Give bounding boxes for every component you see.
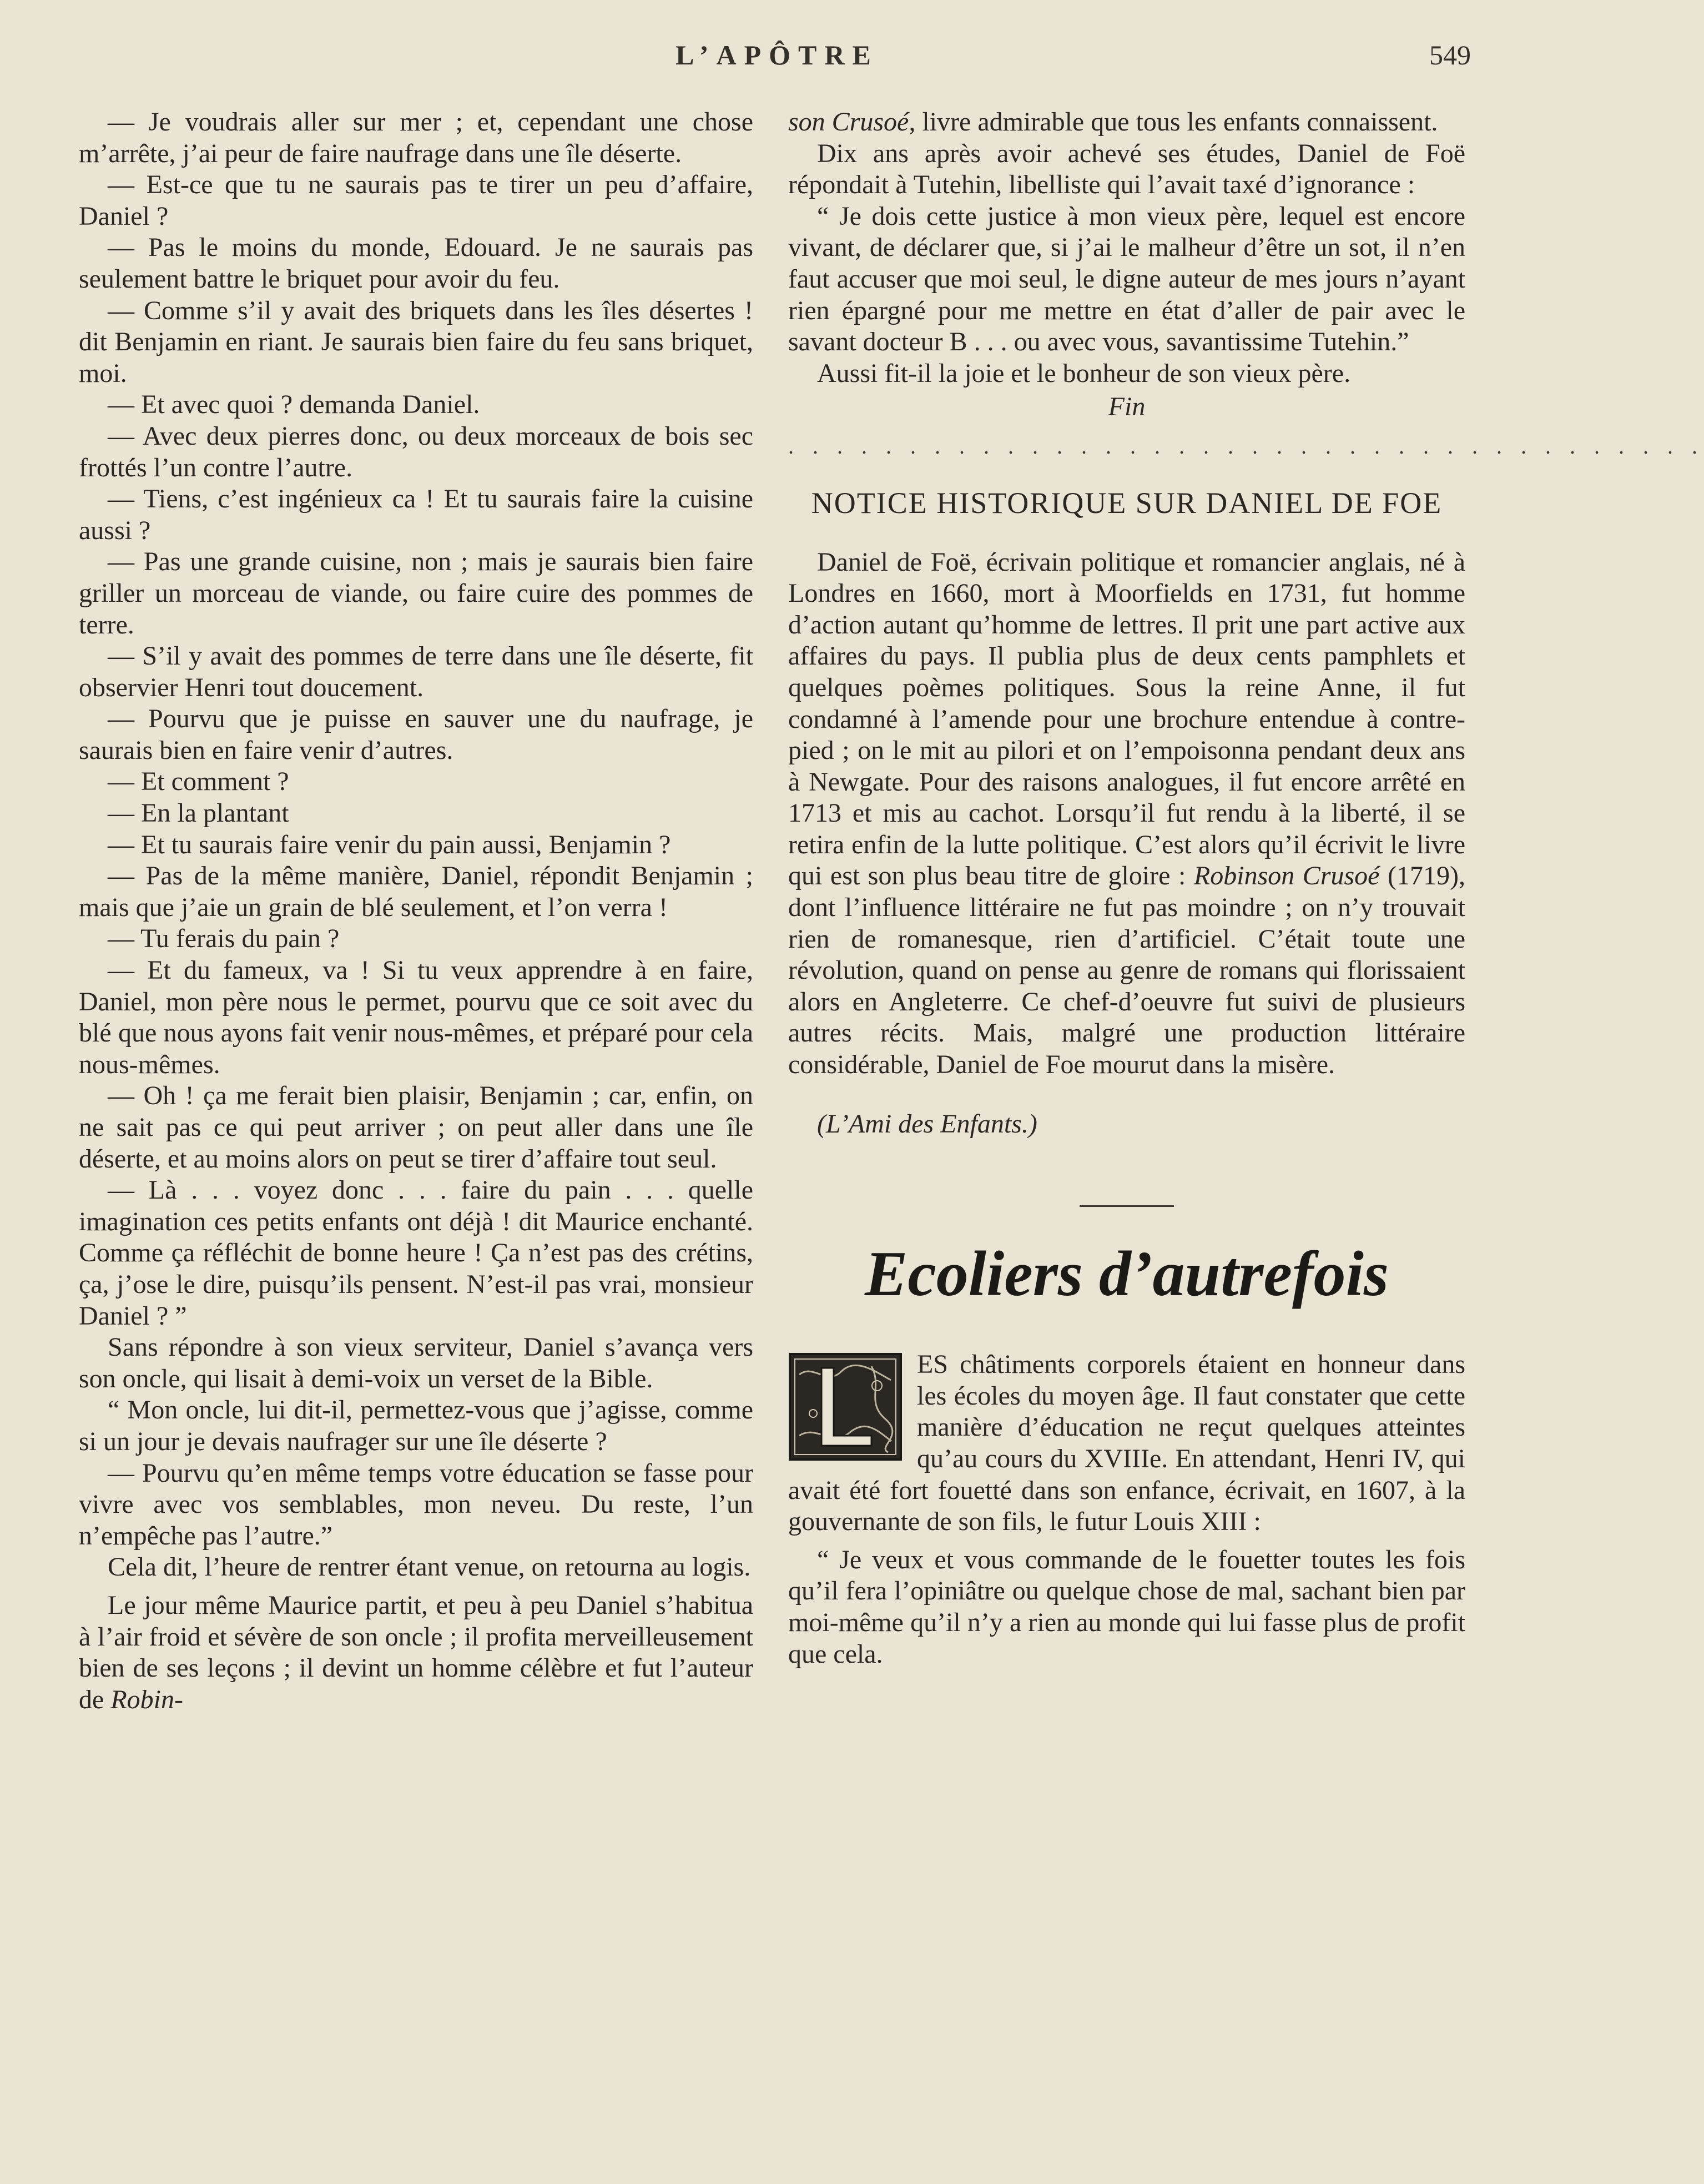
paragraph: “ Je veux et vous commande de le fouetter toutes les fois qu’il fera l’opiniâtre ou quelque chose de mal, sachant bien par moi-même qu’il n’y a rien au monde qui lui fasse plus de profit que cela.: [788, 1544, 1465, 1669]
dotted-separator: . . . . . . . . . . . . . . . . . . . . . . . . . . . . . . . . . . . . . .: [788, 433, 1704, 459]
paragraph-text: livre admirable que tous les enfants connaissent.: [915, 107, 1438, 137]
paragraph: [79, 1590, 753, 1715]
paragraph: ES châtiments corporels étaient en honneur dans les écoles du moyen âge. Il faut constater que cette manière d’éducation ne reçut quelques atteintes qu’au cours du XVIIIe. En attendant, Henri IV, qui avait été fort fouetté dans son enfance, écrivait, en 1607, à la gouvernante de son fils, le futur Louis XIII :: [788, 1350, 1465, 1537]
paragraph: — Là . . . voyez donc . . . faire du pain . . . quelle imagination ces petits enfants ont déjà ! dit Maurice enchanté. Comme ça réfléchit de bonne heure ! Ça n’est pas des crétins, ça, j’ose le dire, puisqu’ils pensent. N’est-il pas vrai, monsieur Daniel ? ”: [79, 1175, 753, 1331]
italic-text: Robin-: [110, 1684, 183, 1714]
paragraph: [788, 107, 1465, 138]
section-title: Ecoliers d’autrefois: [864, 1239, 1389, 1310]
paragraph: — Comme s’il y avait des briquets dans les îles désertes ! dit Benjamin en riant. Je saurais bien faire du feu sans briquet, moi.: [79, 295, 753, 388]
paragraph: — Et comment ?: [108, 767, 289, 797]
ecoliers-body: [788, 1349, 1465, 1670]
paragraph: Sans répondre à son vieux serviteur, Daniel s’avança vers son oncle, qui lisait à demi-voix un verset de la Bible.: [79, 1332, 753, 1393]
notice-paragraph: [788, 547, 1465, 1081]
paragraph: — S’il y avait des pommes de terre dans une île déserte, fit observier Henri tout doucement.: [79, 641, 753, 702]
paragraph: — En la plantant: [108, 798, 289, 828]
paragraph: “ Je dois cette justice à mon vieux père, lequel est encore vivant, de déclarer que, si j’ai le malheur d’être un sot, il n’en faut accuser que moi seul, le digne auteur de mes jours n’ayant rien épargné pour me mettre en état d’aller de pair avec le savant docteur B . . . ou avec vous, savantissime Tutehin.”: [788, 201, 1465, 357]
paragraph: — Et tu saurais faire venir du pain aussi, Benjamin ?: [108, 829, 671, 859]
fin-label: Fin: [1108, 392, 1146, 422]
paragraph: — Et du fameux, va ! Si tu veux apprendre à en faire, Daniel, mon père nous le permet, pourvu que ce soit avec du blé que nous ayons fait venir nous-mêmes, et préparé pour cela nous-mêmes.: [79, 955, 753, 1079]
paragraph: — Est-ce que tu ne saurais pas te tirer un peu d’affaire, Daniel ?: [79, 170, 753, 231]
paragraph-text: Le jour même Maurice partit, et peu à peu Daniel s’habitua à l’air froid et sévère de son oncle ; il profita merveilleusement bien de ses leçons ; il devint un homme célèbre et fut l’auteur de: [79, 1590, 753, 1714]
paragraph: “ Mon oncle, lui dit-il, permettez-vous que j’agisse, comme si un jour je devais naufrager sur une île déserte ?: [79, 1395, 753, 1456]
paragraph: — Et avec quoi ? demanda Daniel.: [108, 390, 480, 420]
paragraph: — Oh ! ça me ferait bien plaisir, Benjamin ; car, enfin, on ne sait pas ce qui peut arriver ; on peut aller dans une île déserte, et au moins alors on peut se tirer d’affaire tout seul.: [79, 1081, 753, 1174]
notice-title: NOTICE HISTORIQUE SUR DANIEL DE FOE: [811, 486, 1443, 520]
paragraph: — Pourvu que je puisse en sauver une du naufrage, je saurais bien en faire venir d’autres.: [79, 704, 753, 765]
paragraph: Dix ans après avoir achevé ses études, Daniel de Foë répondait à Tutehin, libelliste qui l’avait taxé d’ignorance :: [788, 138, 1465, 200]
paragraph: — Pas une grande cuisine, non ; mais je saurais bien faire griller un morceau de viande, ou faire cuire des pommes de terre.: [79, 547, 753, 640]
paragraph: — Pas de la même manière, Daniel, répondit Benjamin ; mais que j’aie un grain de blé seulement, et l’on verra !: [79, 861, 753, 922]
running-head: L’APÔTRE: [675, 39, 879, 71]
paragraph: Cela dit, l’heure de rentrer étant venue, on retourna au logis.: [108, 1552, 751, 1582]
right-column: [788, 107, 1704, 1670]
paragraph-text: (1719), dont l’influence littéraire ne fut pas moindre ; on n’y trouvait rien de romanesque, rien d’artificiel. C’était toute une révolution, quand on pense au genre de romans qui florissaient alors en Angleterre. Ce chef-d’oeuvre fut suivi de plusieurs autres récits. Mais, malgré une production littéraire considérable, Daniel de Foe mourut dans la misère.: [788, 861, 1466, 1080]
book-title: Robinson Crusoé: [1193, 861, 1380, 891]
paragraph: — Pourvu qu’en même temps votre éducation se fasse pour vivre avec vos semblables, mon neveu. Du reste, l’un n’empêche pas l’autre.”: [79, 1458, 753, 1551]
page-number: 549: [1429, 39, 1471, 71]
paragraph: — Pas le moins du monde, Edouard. Je ne saurais pas seulement battre le briquet pour avoir du feu.: [79, 233, 753, 294]
section-divider: [1080, 1205, 1174, 1207]
paragraph: — Tu ferais du pain ?: [108, 924, 340, 954]
paragraph: Aussi fit-il la joie et le bonheur de son vieux père.: [817, 358, 1351, 388]
paragraph: — Avec deux pierres donc, ou deux morceaux de bois sec frottés l’un contre l’autre.: [79, 421, 753, 482]
page-header: [83, 39, 1471, 72]
paragraph: — Tiens, c’est ingénieux ca ! Et tu saurais faire la cuisine aussi ?: [79, 484, 753, 545]
ornamental-dropcap-icon: [788, 1352, 903, 1461]
paragraph: — Je voudrais aller sur mer ; et, cependant une chose m’arrête, j’ai peur de faire naufrage dans une île déserte.: [79, 107, 753, 168]
paragraph-text: Daniel de Foë, écrivain politique et romancier anglais, né à Londres en 1660, mort à Moorfields en 1731, fut homme d’action autant qu’homme de lettres. Il prit une part active aux affaires du pays. Il publia plus de deux cents pamphlets et quelques poèmes politiques. Sous la reine Anne, il fut condamné à l’amende pour une brochure entendue à contre-pied ; on le mit au pilori et on l’empoisonna pendant deux ans à Newgate. Pour des raisons analogues, il fut encore arrêté en 1713 et mis au cachot. Lorsqu’il fut rendu à la liberté, il se retira enfin de la lutte politique. C’est alors qu’il écrivit le livre qui est son plus beau titre de gloire :: [788, 547, 1465, 891]
dropcap-ornament: [788, 1352, 903, 1461]
source-citation: (L’Ami des Enfants.): [817, 1109, 1037, 1139]
book-title: son Crusoé,: [788, 107, 916, 137]
left-column: [79, 107, 753, 1715]
